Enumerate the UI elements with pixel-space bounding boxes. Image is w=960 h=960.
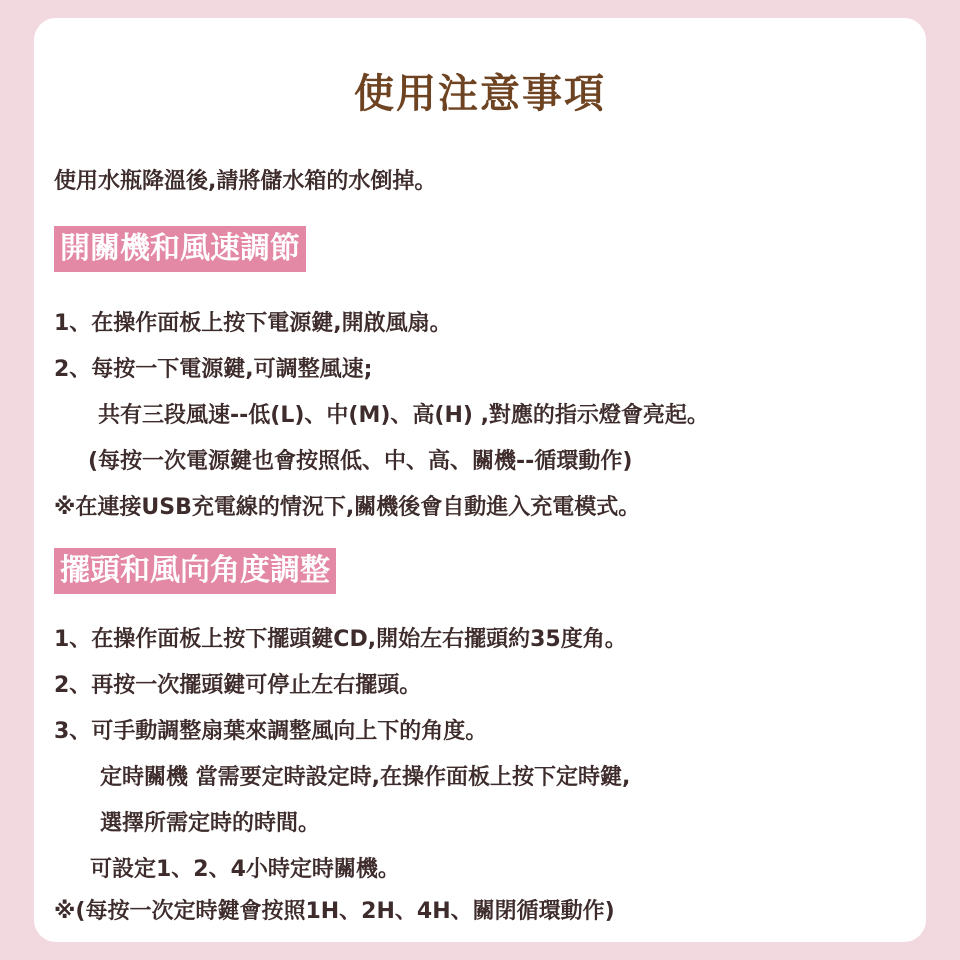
section2-note: ※(每按一次定時鍵會按照1H、2H、4H、關閉循環動作) <box>54 899 615 924</box>
section1-note: ※在連接USB充電線的情況下,關機後會自動進入充電模式。 <box>54 495 641 520</box>
section2-line: 2、再按一次擺頭鍵可停止左右擺頭。 <box>54 673 422 698</box>
section2-line: 1、在操作面板上按下擺頭鍵CD,開始左右擺頭約35度角。 <box>54 627 627 652</box>
section1-line: 共有三段風速--低(L)、中(M)、高(H) ,對應的指示燈會亮起。 <box>98 403 709 428</box>
section2-line: 3、可手動調整扇葉來調整風向上下的角度。 <box>54 719 488 744</box>
section-heading-swing-angle: 擺頭和風向角度調整 <box>54 548 336 594</box>
section2-line: 選擇所需定時的時間。 <box>100 811 321 836</box>
notice-card <box>34 18 926 942</box>
section2-line: 可設定1、2、4小時定時關機。 <box>90 857 400 882</box>
section1-line: 2、每按一下電源鍵,可調整風速; <box>54 357 373 382</box>
intro-text: 使用水瓶降溫後,請將儲水箱的水倒掉。 <box>54 169 437 194</box>
section1-line: (每按一次電源鍵也會按照低、中、高、關機--循環動作) <box>88 449 633 474</box>
section2-line: 定時關機 當需要定時設定時,在操作面板上按下定時鍵, <box>100 765 631 790</box>
section1-line: 1、在操作面板上按下電源鍵,開啟風扇。 <box>54 311 452 336</box>
page-title: 使用注意事項 <box>354 71 606 117</box>
section-heading-power-speed: 開關機和風速調節 <box>54 226 306 272</box>
